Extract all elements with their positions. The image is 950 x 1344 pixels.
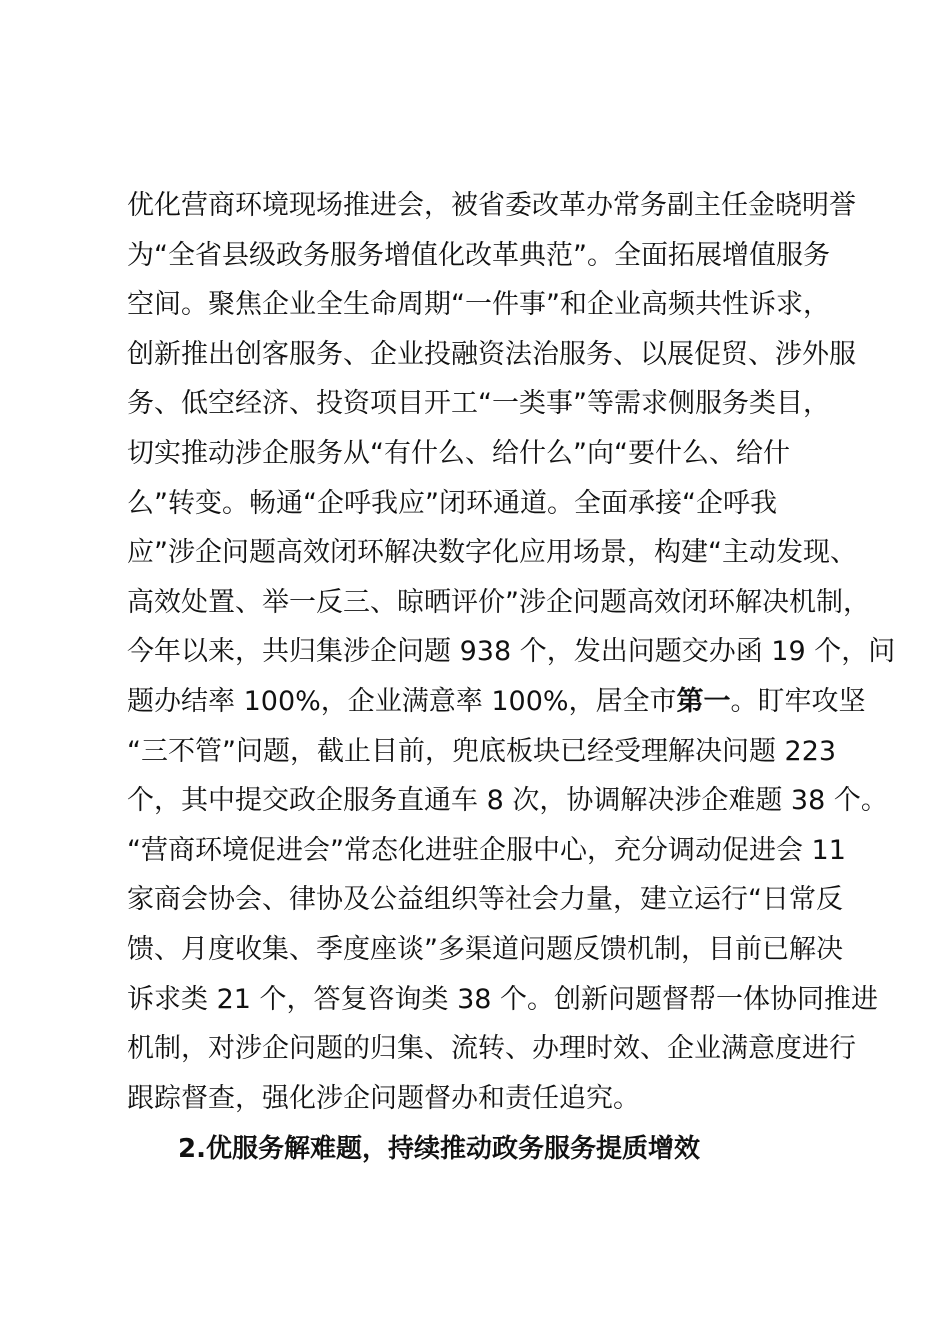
emphasis-text: 第一 <box>676 685 731 717</box>
text-line: 创新推出创客服务、企业投融资法治服务、以展促贸、涉外服 <box>127 338 856 370</box>
text-line: 么”转变。畅通“企呼我应”闭环通道。全面承接“企呼我 <box>127 487 777 519</box>
text-line: 跟踪督查，强化涉企问题督办和责任追究。 <box>127 1082 640 1114</box>
text-segment: 题办结率 100%，企业满意率 100%，居全市 <box>127 685 677 717</box>
text-line: “三不管”问题，截止目前，兜底板块已经受理解决问题 223 <box>127 735 837 767</box>
text-line: 家商会协会、律协及公益组织等社会力量，建立运行“日常反 <box>127 884 843 916</box>
text-line: 优化营商环境现场推进会，被省委改革办常务副主任金晓明誉 <box>127 190 856 221</box>
text-line: 应”涉企问题高效闭环解决数字化应用场景，构建“主动发现、 <box>127 537 857 569</box>
text-line: 空间。聚焦企业全生命周期“一件事”和企业高频共性诉求， <box>127 289 830 321</box>
text-line: 今年以来，共归集涉企问题 938 个，发出问题交办函 19 个，问 <box>127 636 896 668</box>
body-paragraph <box>127 181 896 1123</box>
text-line: 诉求类 21 个，答复咨询类 38 个。创新问题督帮一体协同推进 <box>127 983 879 1015</box>
text-line: 馈、月度收集、季度座谈”多渠道问题反馈机制，目前已解决 <box>127 933 843 965</box>
text-line: “营商环境促进会”常态化进驻企服中心，充分调动促进会 11 <box>127 834 846 866</box>
text-line-with-emphasis <box>127 677 866 727</box>
text-line: 务、低空经济、投资项目开工“一类事”等需求侧服务类目， <box>127 388 830 420</box>
text-line: 为“全省县级政务服务增值化改革典范”。全面拓展增值服务 <box>127 239 830 271</box>
text-line: 个，其中提交政企服务直通车 8 次，协调解决涉企难题 38 个。 <box>127 785 888 817</box>
text-segment: 。盯牢攻坚 <box>730 685 866 717</box>
text-line: 高效处置、举一反三、晾晒评价”涉企问题高效闭环解决机制， <box>127 586 870 618</box>
text-line: 切实推动涉企服务从“有什么、给什么”向“要什么、给什 <box>127 437 790 469</box>
section-heading: 2.优服务解难题，持续推动政务服务提质增效 <box>178 1134 700 1164</box>
text-line: 机制，对涉企问题的归集、流转、办理时效、企业满意度进行 <box>127 1033 856 1065</box>
